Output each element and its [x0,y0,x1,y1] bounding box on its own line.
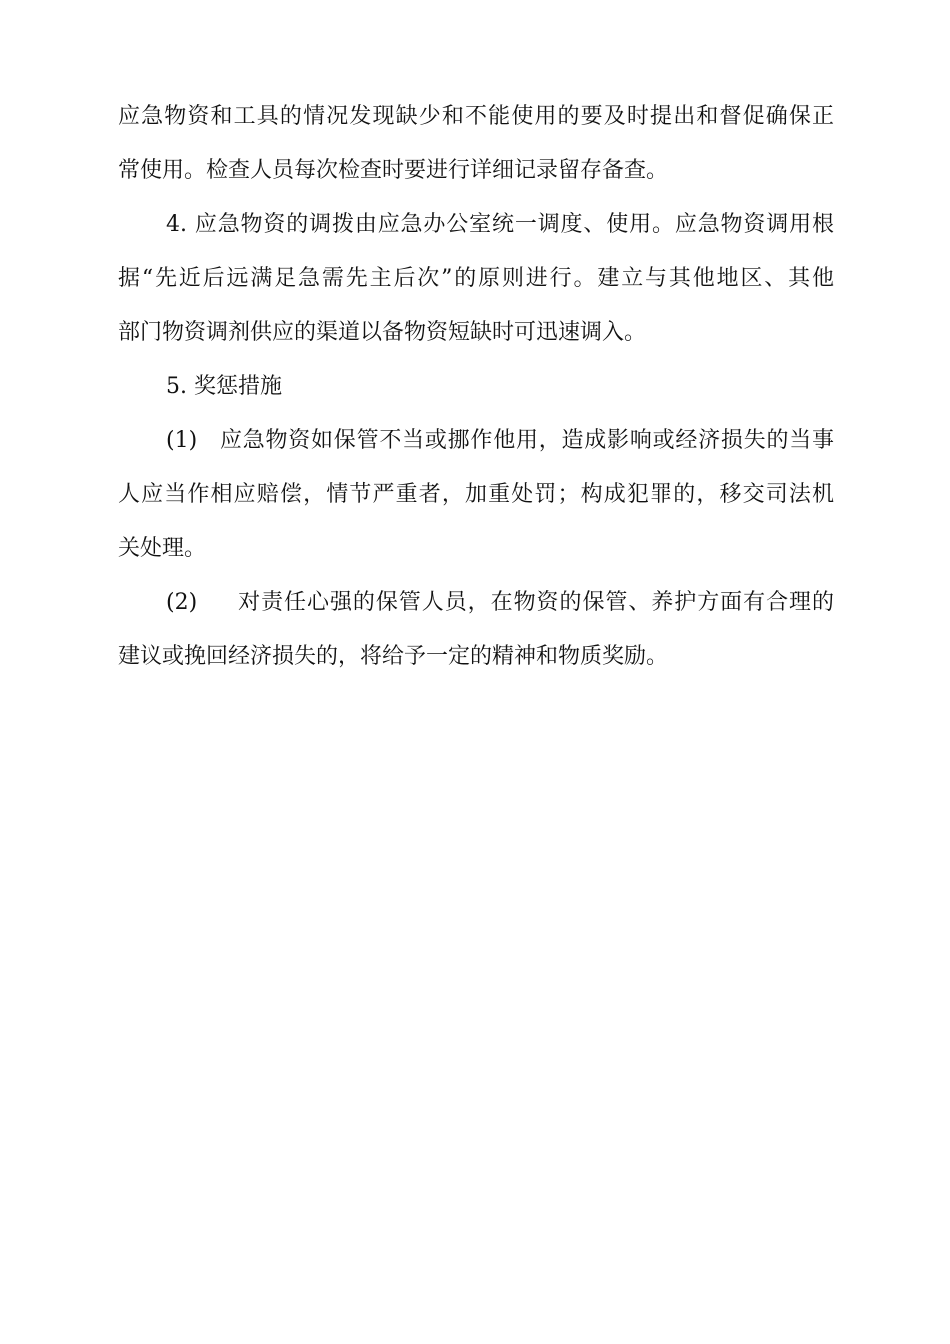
paragraph-line: 常使用。检查人员每次检查时要进行详细记录留存备查。 [118,158,669,183]
paragraph-line: 部门物资调剂供应的渠道以备物资短缺时可迅速调入。 [118,320,647,345]
document-body [118,97,834,691]
paragraph-line: 对责任心强的保管人员，在物资的保管、养护方面有合理的 [237,590,834,615]
paragraph-line: 应急物资和工具的情况发现缺少和不能使用的要及时提出和督促确保正 [118,104,834,129]
paragraph-line: 建议或挽回经济损失的，将给予一定的精神和物质奖励。 [118,644,669,669]
paragraph-line: 关处理。 [118,536,207,561]
list-item-first-line [118,421,834,475]
paragraph-line: 人应当作相应赔偿，情节严重者，加重处罚；构成犯罪的，移交司法机 [118,482,834,507]
list-marker: (2) [166,590,198,615]
list-item-first-line [118,583,834,637]
section-heading: 5. 奖惩措施 [166,374,282,399]
paragraph-line: 4. 应急物资的调拨由应急办公室统一调度、使用。应急物资调用根 [166,212,834,237]
paragraph-line: 应急物资如保管不当或挪作他用，造成影响或经济损失的当事 [219,428,834,453]
paragraph-line: 据“先近后远满足急需先主后次”的原则进行。建立与其他地区、其他 [118,266,834,291]
list-marker: (1) [166,428,198,453]
